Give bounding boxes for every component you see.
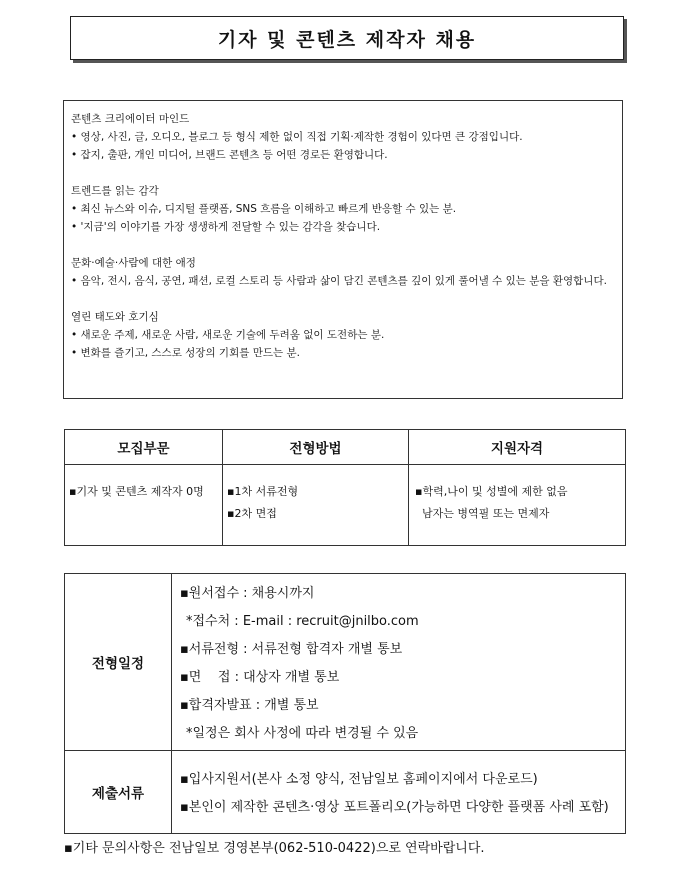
intro-heading: 문화·예술·사람에 대한 애정 xyxy=(71,257,196,269)
intro-heading: 콘텐츠 크리에이터 마인드 xyxy=(71,113,190,125)
selection-step: ▪1차 서류전형 xyxy=(227,485,299,498)
footer-note: ▪기타 문의사항은 전남일보 경영본부(062-510-0422)으로 연락바랍니다. xyxy=(64,841,485,856)
qualification-text: 남자는 병역필 또는 면제자 xyxy=(422,507,550,520)
intro-line: • 음악, 전시, 음식, 공연, 패션, 로컬 스토리 등 사람과 삶이 담긴 콘텐츠를 깊이 있게 풀어낼 수 있는 분을 환영합니다. xyxy=(71,275,607,287)
intro-box xyxy=(63,100,623,399)
table-row xyxy=(65,465,626,546)
qualification-cell xyxy=(409,465,626,546)
selection-method-cell xyxy=(223,465,409,546)
intro-line: • 영상, 사진, 글, 오디오, 블로그 등 형식 제한 없이 직접 기획·제작한 경험이 있다면 큰 강점입니다. xyxy=(71,131,523,143)
title-box xyxy=(70,16,624,60)
selection-step: ▪2차 면접 xyxy=(227,507,277,520)
intro-line: • 새로운 주제, 새로운 사람, 새로운 기술에 두려움 없이 도전하는 분. xyxy=(71,329,385,341)
schedule-item: ▪면 접 : 대상자 개별 통보 xyxy=(180,670,340,685)
intro-section-trend xyxy=(71,182,614,236)
schedule-table xyxy=(64,573,626,834)
intro-heading: 트렌드를 읽는 감각 xyxy=(71,185,159,197)
schedule-item: ▪원서접수 : 채용시까지 xyxy=(180,586,315,601)
schedule-items xyxy=(172,574,626,751)
intro-line: • '지금'의 이야기를 가장 생생하게 전달할 수 있는 감각을 찾습니다. xyxy=(71,221,381,233)
intro-section-mindset xyxy=(71,110,614,164)
intro-line: • 잡지, 출판, 개인 미디어, 브랜드 콘텐츠 등 어떤 경로든 환영합니다. xyxy=(71,149,388,161)
header-selection-method: 전형방법 xyxy=(223,430,409,465)
intro-section-curiosity xyxy=(71,308,614,362)
table-header-row xyxy=(65,430,626,465)
recruit-field-cell xyxy=(65,465,223,546)
table-row xyxy=(65,574,626,751)
documents-label: 제출서류 xyxy=(65,751,172,834)
page-title: 기자 및 콘텐츠 제작자 채용 xyxy=(217,28,477,51)
recruit-field-text: ▪기자 및 콘텐츠 제작자 0명 xyxy=(69,485,204,498)
document-item: ▪입사지원서(본사 소정 양식, 전남일보 홈페이지에서 다운로드) xyxy=(180,772,538,787)
schedule-item: ▪서류전형 : 서류전형 합격자 개별 통보 xyxy=(180,642,403,657)
schedule-label: 전형일정 xyxy=(65,574,172,751)
schedule-item: ▪합격자발표 : 개별 통보 xyxy=(180,698,319,713)
intro-section-culture xyxy=(71,254,614,290)
header-qualification: 지원자격 xyxy=(409,430,626,465)
table-row xyxy=(65,751,626,834)
intro-line: • 변화를 즐기고, 스스로 성장의 기회를 만드는 분. xyxy=(71,347,300,359)
documents-items xyxy=(172,751,626,834)
intro-line: • 최신 뉴스와 이슈, 디지털 플랫폼, SNS 흐름을 이해하고 빠르게 반응할 수 있는 분. xyxy=(71,203,457,215)
document-item: ▪본인이 제작한 콘텐츠·영상 포트폴리오(가능하면 다양한 플랫폼 사례 포함) xyxy=(180,800,609,815)
intro-heading: 열린 태도와 호기심 xyxy=(71,311,159,323)
schedule-item: *접수처 : E-mail : recruit@jnilbo.com xyxy=(186,614,419,629)
qualification-text: ▪학력,나이 및 성별에 제한 없음 xyxy=(415,485,568,498)
header-recruit-field: 모집부문 xyxy=(65,430,223,465)
schedule-item: *일정은 회사 사정에 따라 변경될 수 있음 xyxy=(186,726,419,741)
recruit-table xyxy=(64,429,626,546)
